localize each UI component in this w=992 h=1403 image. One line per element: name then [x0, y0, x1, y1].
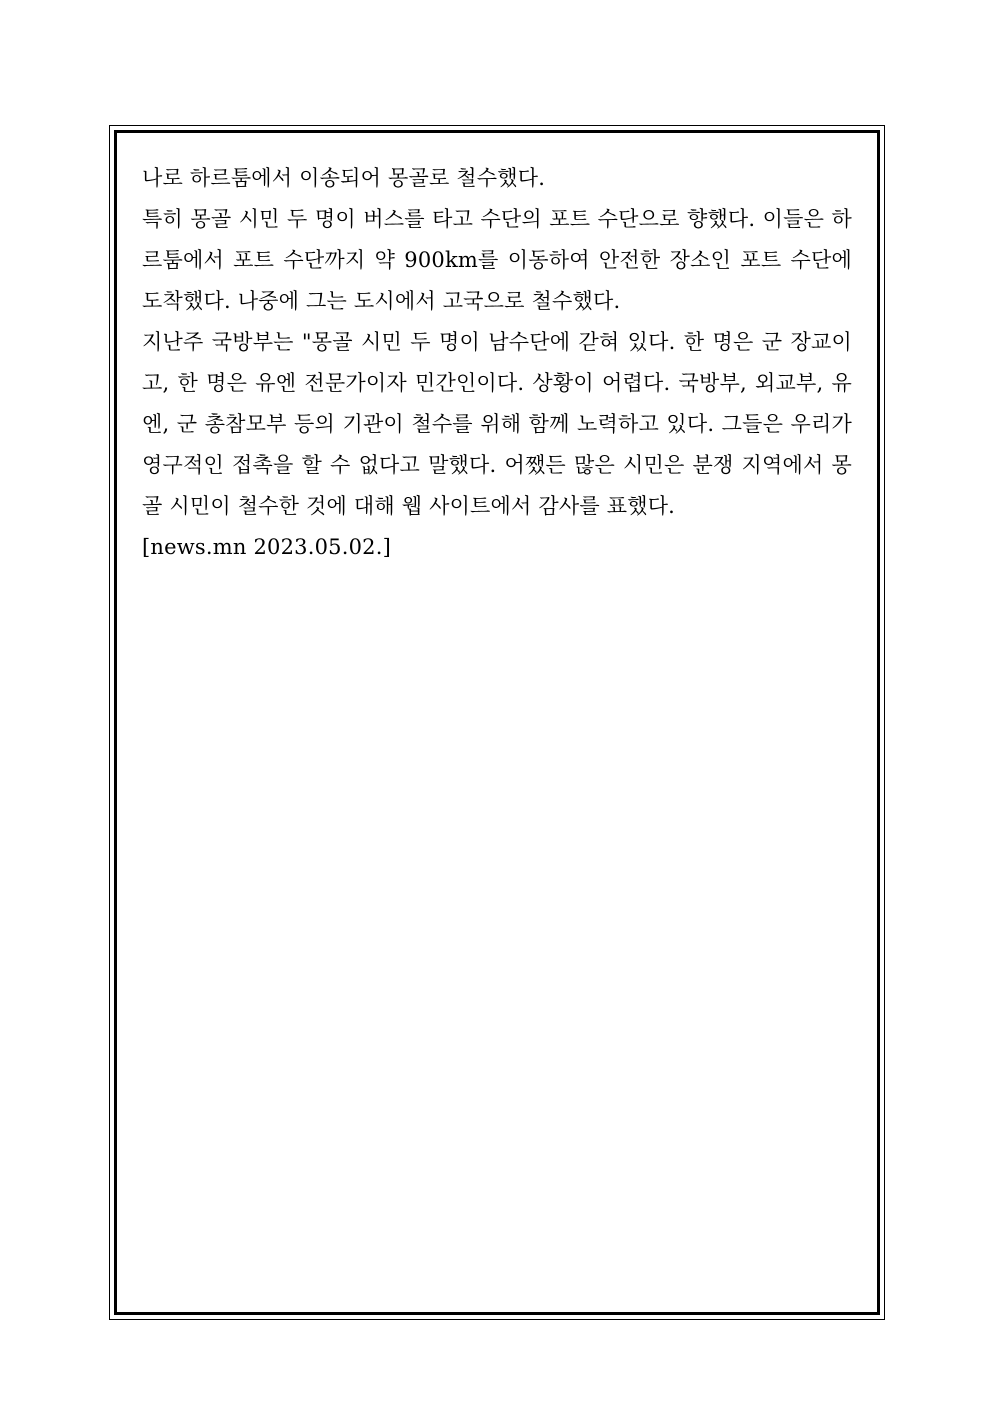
paragraph-2: 특히 몽골 시민 두 명이 버스를 타고 수단의 포트 수단으로 향했다. 이들은 하르툼에서 포트 수단까지 약 900km를 이동하여 안전한 장소인 포트 수단에 도착했다. 나중에 그는 도시에서 고국으로 철수했다. [142, 207, 852, 313]
article-body [142, 158, 852, 568]
paragraph-1: 나로 하르툼에서 이송되어 몽골로 철수했다. [142, 166, 546, 190]
source-citation: [news.mn 2023.05.02.] [142, 535, 391, 559]
paragraph-3: 지난주 국방부는 "몽골 시민 두 명이 남수단에 갇혀 있다. 한 명은 군 장교이고, 한 명은 유엔 전문가이자 민간인이다. 상황이 어렵다. 국방부, 외교부, 유엔, 군 총참모부 등의 기관이 철수를 위해 함께 노력하고 있다. 그들은 우리가 영구적인 접촉을 할 수 없다고 말했다. 어쨌든 많은 시민은 분쟁 지역에서 몽골 시민이 철수한 것에 대해 웹 사이트에서 감사를 표했다. [142, 330, 852, 518]
